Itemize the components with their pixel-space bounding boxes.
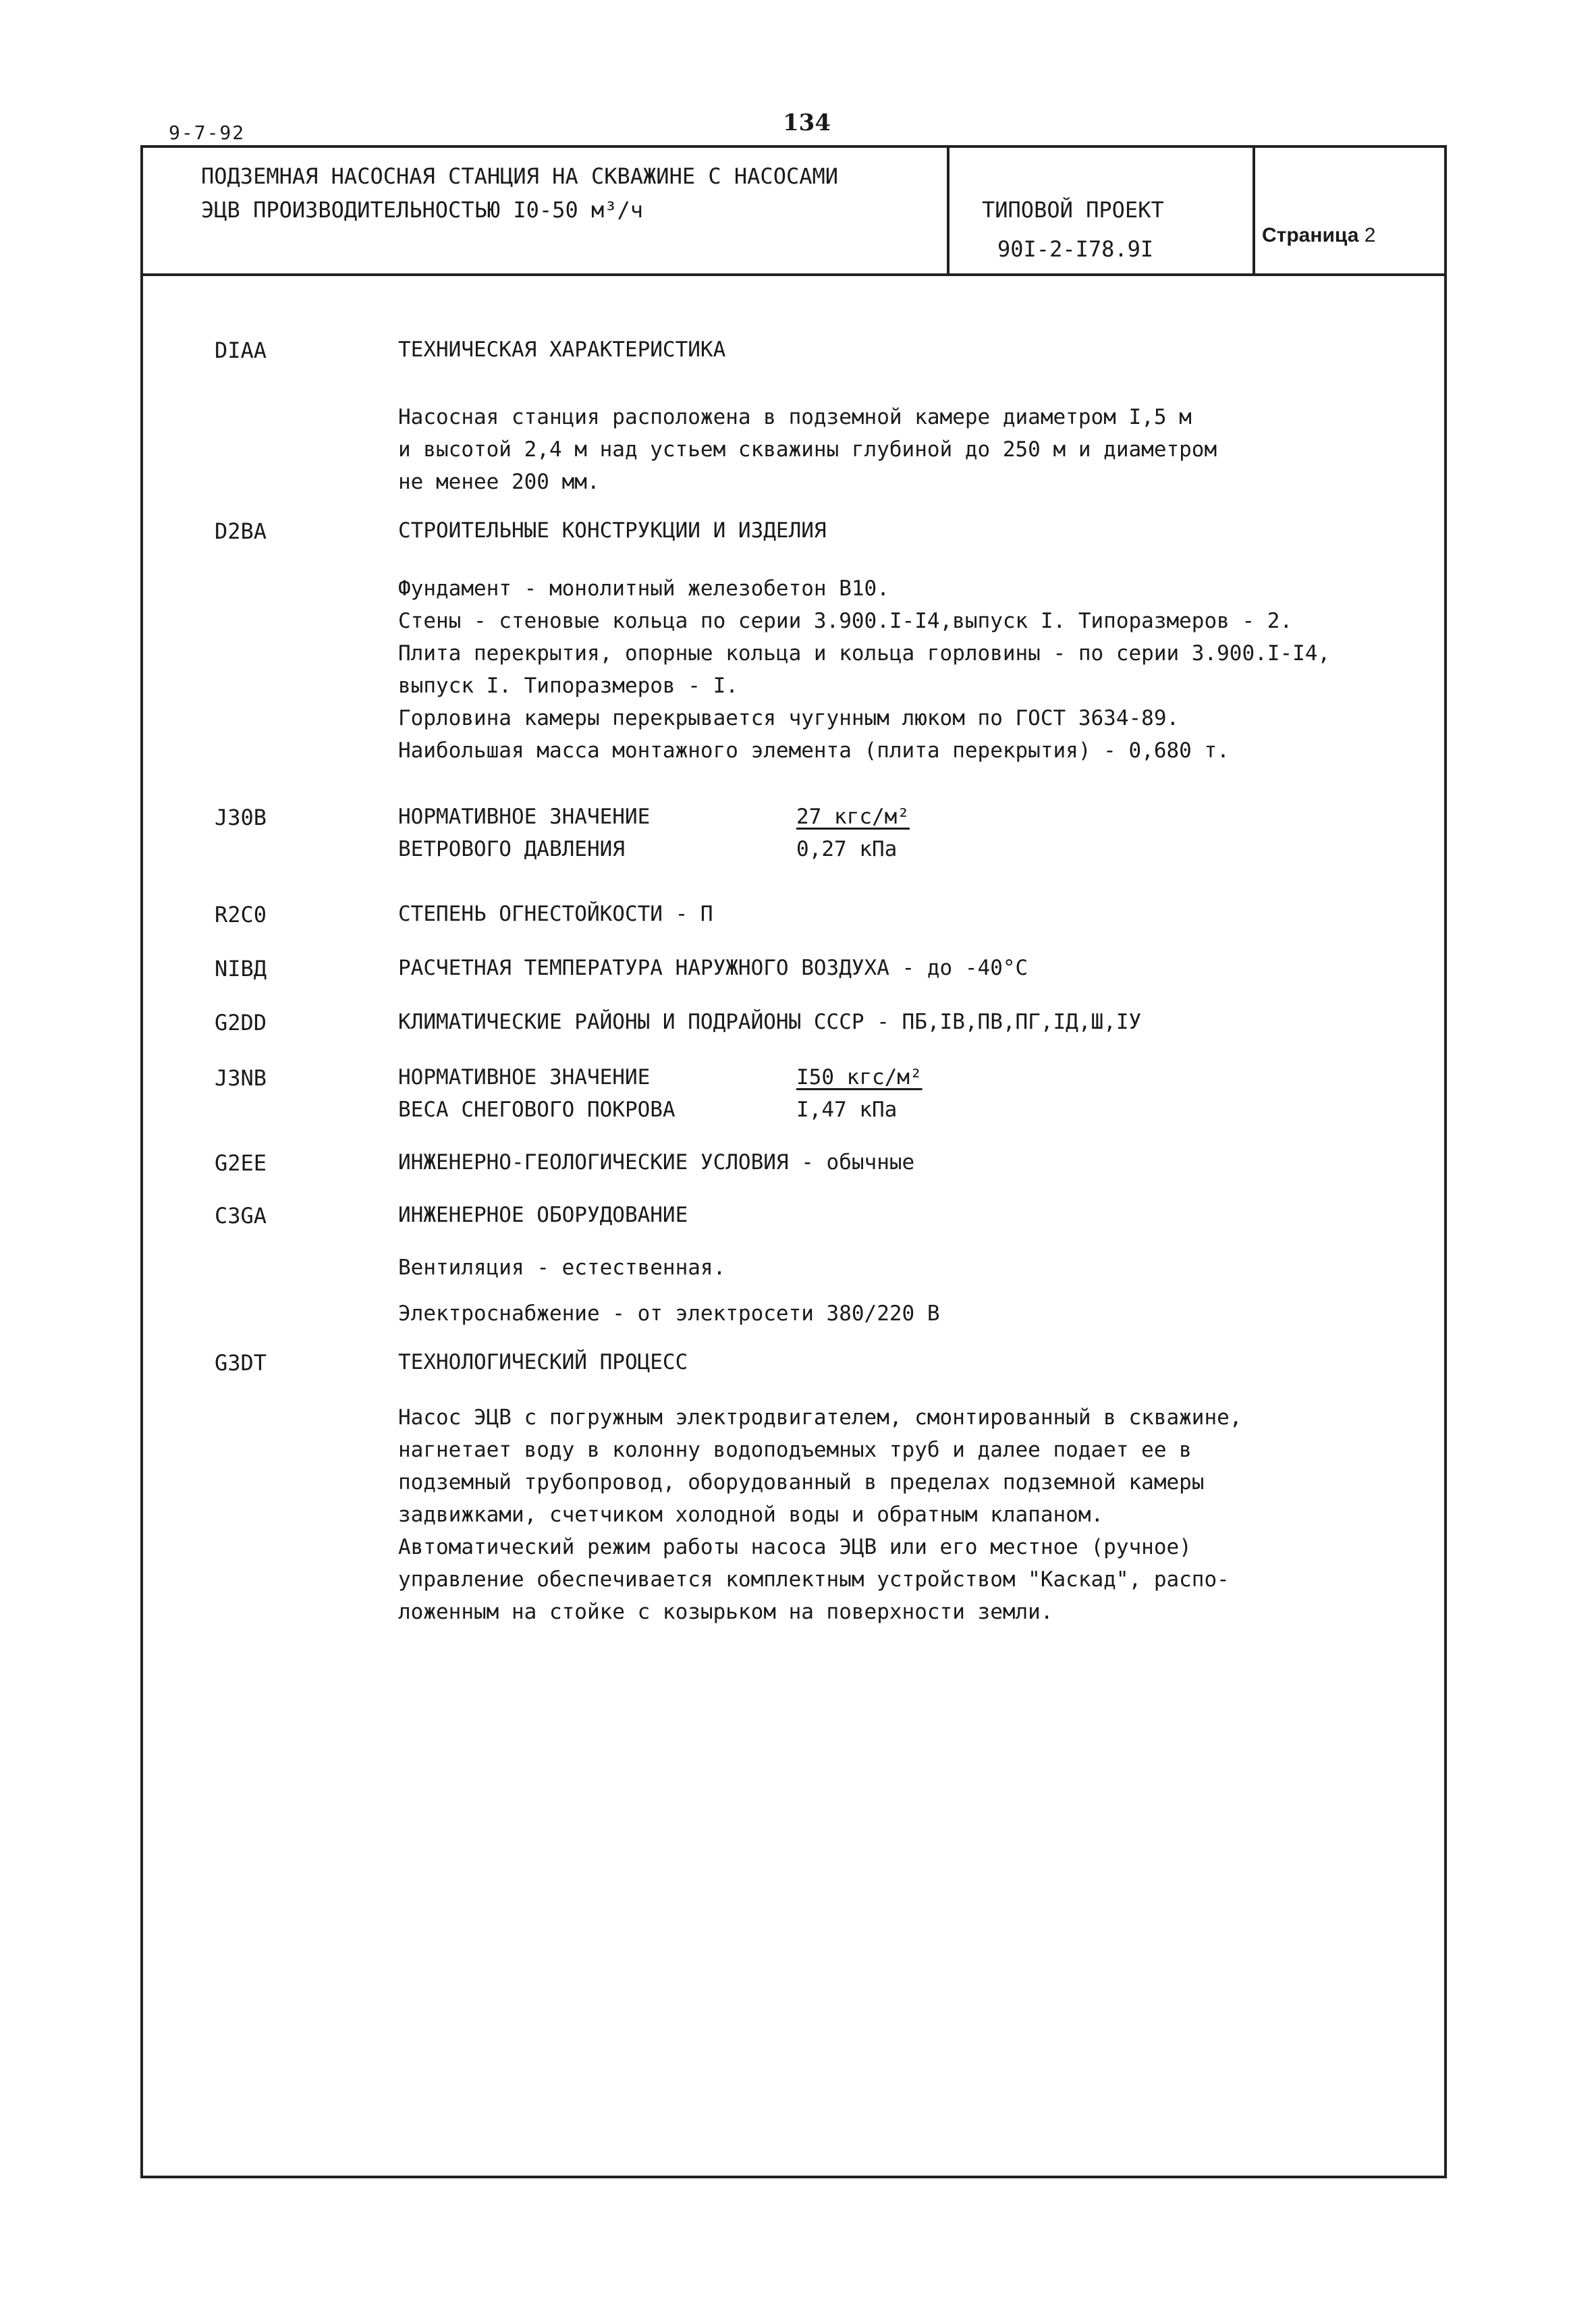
- section-title: КЛИМАТИЧЕСКИЕ РАЙОНЫ И ПОДРАЙОНЫ СССР - ПБ,IВ,ПВ,ПГ,ІД,Ш,IУ: [398, 1010, 1142, 1034]
- section-code: J3NB: [215, 1065, 267, 1091]
- section-title-cont: ВЕСА СНЕГОВОГО ПОКРОВА: [398, 1098, 676, 1122]
- section-text: [398, 1401, 1242, 1628]
- snow-load-kpa: I,47 кПа: [796, 1098, 898, 1122]
- section-code: DIAA: [215, 338, 267, 363]
- text-line: управление обеспечивается комплектным устройством "Каскад", распо-: [398, 1567, 1230, 1592]
- text-line: Стены - стеновые кольца по серии 3.900.I-I4,выпуск I. Типоразмеров - 2.: [398, 609, 1293, 633]
- text-line: Горловина камеры перекрывается чугунным люком по ГОСТ 3634-89.: [398, 706, 1180, 730]
- section-code: G2EE: [215, 1150, 267, 1176]
- section-text: Электроснабжение - от электросети 380/220 В: [398, 1301, 940, 1326]
- project-number: 90I-2-I78.9I: [997, 236, 1154, 262]
- text-line: ложенным на стойке с козырьком на поверхности земли.: [398, 1600, 1053, 1624]
- section-code: C3GA: [215, 1203, 267, 1229]
- section-title: НОРМАТИВНОЕ ЗНАЧЕНИЕ: [398, 1065, 651, 1089]
- section-title: ИНЖЕНЕРНО-ГЕОЛОГИЧЕСКИЕ УСЛОВИЯ - обычные: [398, 1150, 915, 1175]
- section-title: ТЕХНИЧЕСКАЯ ХАРАКТЕРИСТИКА: [398, 338, 726, 362]
- text-line: выпуск I. Типоразмеров - I.: [398, 674, 738, 698]
- project-type: ТИПОВОЙ ПРОЕКТ: [982, 197, 1164, 223]
- snow-load-value: I50 кгс/м²: [796, 1065, 923, 1089]
- text-line: и высотой 2,4 м над устьем скважины глубиной до 250 м и диаметром: [398, 437, 1217, 462]
- section-title: ТЕХНОЛОГИЧЕСКИЙ ПРОЦЕСС: [398, 1350, 688, 1374]
- header-column-divider-2: [1253, 145, 1255, 275]
- sheet-label: [1262, 224, 1375, 247]
- text-line: Насосная станция расположена в подземной камере диаметром I,5 м: [398, 405, 1192, 429]
- section-code: G2DD: [215, 1010, 267, 1035]
- text-line: Наибольшая масса монтажного элемента (плита перекрытия) - 0,680 т.: [398, 738, 1230, 763]
- doc-title-line1: ПОДЗЕМНАЯ НАСОСНАЯ СТАНЦИЯ НА СКВАЖИНЕ С НАСОСАМИ: [201, 163, 839, 189]
- section-text: Вентиляция - естественная.: [398, 1256, 726, 1280]
- sheet-label-word: Страница: [1262, 224, 1359, 246]
- section-code: NIBД: [215, 956, 267, 981]
- text-line: подземный трубопровод, оборудованный в пределах подземной камеры: [398, 1470, 1205, 1495]
- wind-pressure-kpa: 0,27 кПа: [796, 837, 898, 861]
- section-code: D2BA: [215, 518, 267, 544]
- text-line: Насос ЭЦВ с погружным электродвигателем, смонтированный в скважине,: [398, 1405, 1242, 1430]
- section-title-cont: ВЕТРОВОГО ДАВЛЕНИЯ: [398, 837, 625, 861]
- section-text: [398, 572, 1330, 767]
- text-line: Плита перекрытия, опорные кольца и кольца горловины - по серии 3.900.I-I4,: [398, 641, 1331, 666]
- sheet-number: 2: [1364, 224, 1376, 246]
- section-title: СТЕПЕНЬ ОГНЕСТОЙКОСТИ - П: [398, 902, 713, 926]
- header-column-divider-1: [947, 145, 950, 275]
- text-line: не менее 200 мм.: [398, 470, 600, 494]
- section-code: R2C0: [215, 902, 267, 927]
- header-divider: [140, 273, 1447, 276]
- text-line: Автоматический режим работы насоса ЭЦВ или его местное (ручное): [398, 1535, 1192, 1559]
- section-text: [398, 401, 1217, 498]
- text-line: Фундамент - монолитный железобетон В10.: [398, 576, 889, 601]
- section-code: J30B: [215, 805, 267, 830]
- text-line: нагнетает воду в колонну водоподъемных труб и далее подает ее в: [398, 1438, 1192, 1462]
- wind-pressure-value: 27 кгс/м²: [796, 805, 910, 829]
- section-title: ИНЖЕНЕРНОЕ ОБОРУДОВАНИЕ: [398, 1203, 688, 1227]
- date-code: 9-7-92: [169, 122, 246, 144]
- page-number: 134: [783, 109, 831, 136]
- doc-title-line2: ЭЦВ ПРОИЗВОДИТЕЛЬНОСТЬЮ I0-50 м³/ч: [201, 197, 644, 223]
- section-title: РАСЧЕТНАЯ ТЕМПЕРАТУРА НАРУЖНОГО ВОЗДУХА - до -40°С: [398, 956, 1028, 980]
- section-code: G3DT: [215, 1350, 267, 1376]
- section-title: НОРМАТИВНОЕ ЗНАЧЕНИЕ: [398, 805, 651, 829]
- text-line: задвижками, счетчиком холодной воды и обратным клапаном.: [398, 1503, 1104, 1527]
- section-title: СТРОИТЕЛЬНЫЕ КОНСТРУКЦИИ И ИЗДЕЛИЯ: [398, 518, 827, 543]
